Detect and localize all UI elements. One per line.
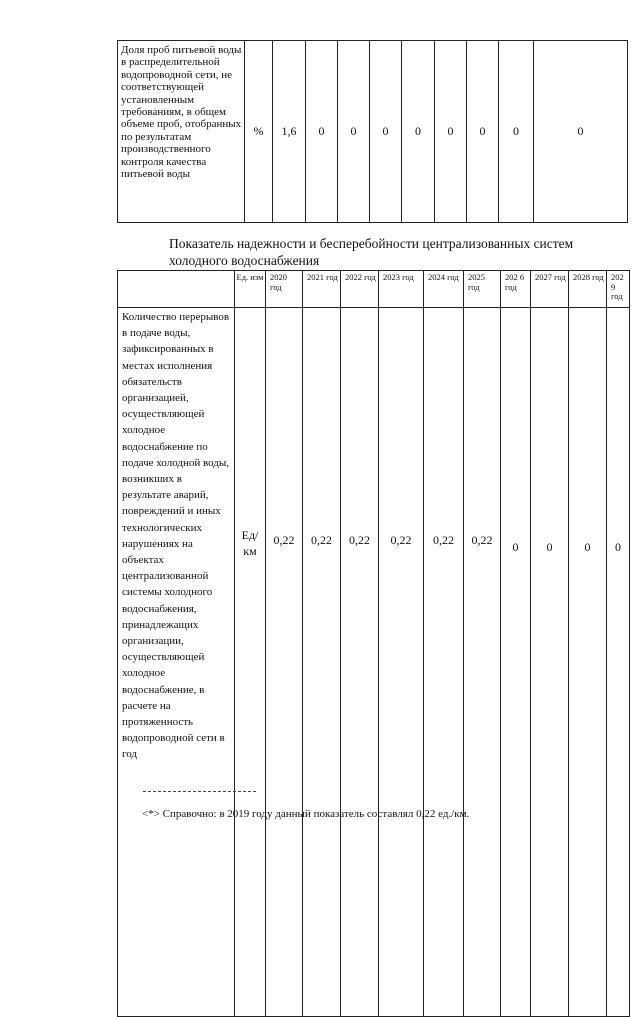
footnote-divider bbox=[143, 791, 256, 792]
value-cell: 0 bbox=[569, 308, 607, 1017]
header-year: 2028 год bbox=[569, 271, 607, 308]
footnote: <*> Справочно: в 2019 году данный показатель составлял 0,22 ед./км. bbox=[142, 808, 470, 820]
value-cell: 0,22 bbox=[379, 308, 424, 1017]
value-cell: 0 bbox=[402, 41, 435, 223]
header-year: 2024 год bbox=[424, 271, 464, 308]
value-cell: 0 bbox=[501, 308, 531, 1017]
value-cell: 0 bbox=[338, 41, 370, 223]
header-unit: Ед. изм bbox=[235, 271, 266, 308]
value-cell: 0 bbox=[499, 41, 534, 223]
header-year: 2020 год bbox=[266, 271, 303, 308]
water-quality-table bbox=[117, 40, 628, 223]
table-row bbox=[118, 41, 628, 223]
table-header-row bbox=[118, 271, 630, 308]
header-year: 202 6 год bbox=[501, 271, 531, 308]
indicator-description: Количество перерывов в подаче воды, зафиксированных в местах исполнения обязательств организацией, осуществляющей холодное водоснабжение по подаче холодной воды, возникших в результате аварий, повреждений и иных технологических нарушениях на объектах централизованной системы холодного водоснабжения, принадлежащих организации, осуществляющей холодное водоснабжение, в расчете на протяженность водопроводной сети в год bbox=[118, 308, 235, 1017]
value-cell: 0 bbox=[306, 41, 338, 223]
value-cell: 0,22 bbox=[424, 308, 464, 1017]
value-cell: 0 bbox=[534, 41, 628, 223]
value-cell: 0 bbox=[467, 41, 499, 223]
header-year: 2027 год bbox=[531, 271, 569, 308]
value-cell: 0,22 bbox=[266, 308, 303, 1017]
value-cell: 0,22 bbox=[303, 308, 341, 1017]
value-cell: 0 bbox=[370, 41, 402, 223]
value-cell: 0 bbox=[607, 308, 630, 1017]
unit-cell: Ед/ км bbox=[235, 308, 266, 1017]
value-cell: 0 bbox=[531, 308, 569, 1017]
value-cell: 0,22 bbox=[341, 308, 379, 1017]
table-row bbox=[118, 308, 630, 1017]
header-year: 2021 год bbox=[303, 271, 341, 308]
header-year: 2022 год bbox=[341, 271, 379, 308]
header-year: 2023 год bbox=[379, 271, 424, 308]
section-heading: Показатель надежности и бесперебойности централизованных систем холодного водоснабжения bbox=[169, 236, 574, 268]
header-empty bbox=[118, 271, 235, 308]
indicator-description: Доля проб питьевой воды в распределительной водопроводной сети, не соответствующей установленным требованиям, в общем объеме проб, отобранных по результатам производственного контроля качества питьевой воды bbox=[118, 41, 245, 223]
value-cell: 1,6 bbox=[273, 41, 306, 223]
unit-cell: % bbox=[245, 41, 273, 223]
header-year: 202 9 год bbox=[607, 271, 630, 308]
value-cell: 0 bbox=[435, 41, 467, 223]
header-year: 2025 год bbox=[464, 271, 501, 308]
value-cell: 0,22 bbox=[464, 308, 501, 1017]
